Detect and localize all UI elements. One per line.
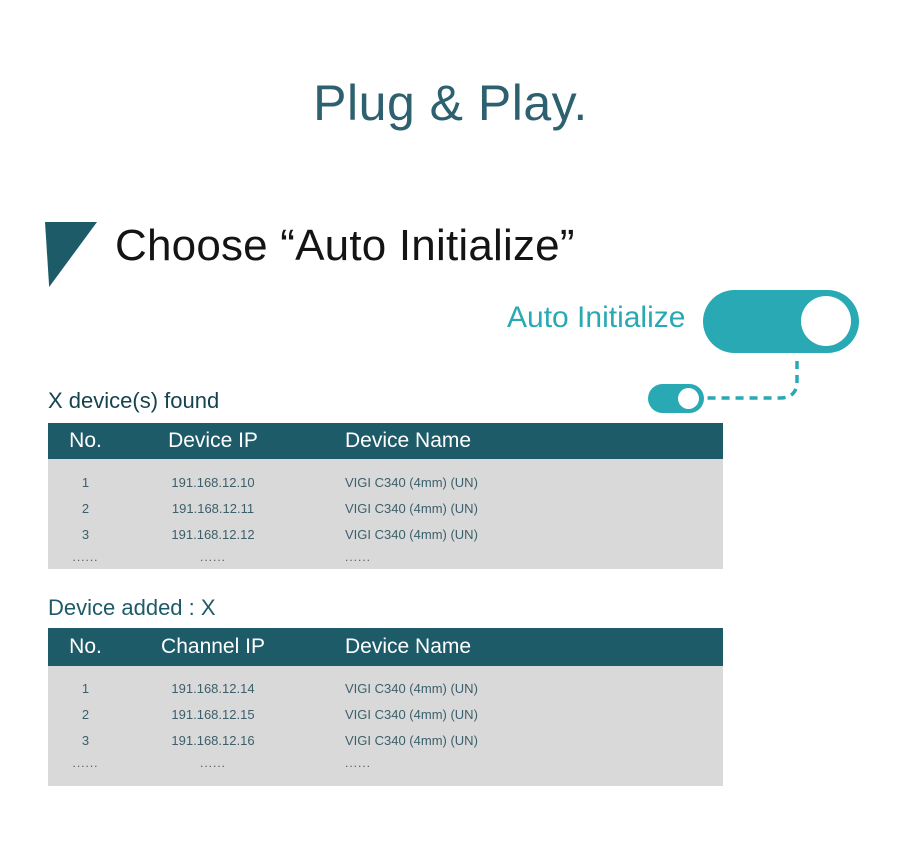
cell-no: ...... [72, 549, 99, 564]
cell-device-name: VIGI C340 (4mm) (UN) [345, 526, 478, 542]
cell-channel-ip: 191.168.12.16 [171, 732, 255, 748]
table-row [48, 469, 723, 495]
cell-device-name: VIGI C340 (4mm) (UN) [345, 732, 478, 748]
cell-device-name: VIGI C340 (4mm) (UN) [345, 706, 478, 722]
table-body [48, 459, 723, 569]
added-devices-label: Device added : X [48, 595, 216, 620]
cell-device-ip: 191.168.12.11 [171, 500, 255, 516]
cell-device-ip: ...... [199, 549, 226, 564]
column-header-device-name: Device Name [345, 635, 472, 658]
found-devices-label: X device(s) found [48, 388, 220, 413]
table-row [48, 701, 723, 727]
table-body [48, 666, 723, 786]
auto-initialize-toggle-small[interactable] [648, 384, 704, 413]
section-heading: Choose “Auto Initialize” [115, 221, 575, 270]
cell-channel-ip: ...... [199, 755, 226, 770]
section-marker-triangle-icon [45, 222, 97, 287]
cell-device-ip: 191.168.12.10 [171, 474, 255, 490]
cell-device-name: VIGI C340 (4mm) (UN) [345, 680, 478, 696]
cell-channel-ip: 191.168.12.14 [171, 680, 255, 696]
column-header-channel-ip: Channel IP [161, 635, 265, 658]
column-header-no: No. [69, 635, 102, 658]
table-row [48, 727, 723, 753]
table-row-ellipsis [48, 753, 723, 772]
cell-no: 2 [81, 706, 90, 722]
column-header-no: No. [69, 429, 102, 452]
toggle-knob [801, 296, 851, 346]
cell-no: 2 [81, 500, 90, 516]
table-row [48, 521, 723, 547]
cell-no: ...... [72, 755, 99, 770]
found-devices-table [48, 423, 723, 569]
cell-no: 1 [81, 474, 90, 490]
table-row [48, 495, 723, 521]
table-row-ellipsis [48, 547, 723, 566]
table-header-row [48, 423, 723, 459]
column-header-device-name: Device Name [345, 429, 472, 452]
table-header-row [48, 628, 723, 666]
page-title: Plug & Play. [313, 75, 588, 131]
cell-channel-ip: 191.168.12.15 [171, 706, 255, 722]
cell-device-name: VIGI C340 (4mm) (UN) [345, 500, 478, 516]
auto-initialize-label: Auto Initialize [507, 301, 686, 334]
toggle-knob-small [678, 388, 699, 409]
cell-no: 3 [81, 526, 90, 542]
cell-no: 3 [81, 732, 90, 748]
cell-device-ip: 191.168.12.12 [171, 526, 255, 542]
auto-initialize-toggle[interactable] [703, 290, 859, 353]
added-devices-table [48, 628, 723, 786]
column-header-device-ip: Device IP [168, 429, 258, 452]
cell-device-name: ...... [345, 549, 372, 564]
cell-device-name: VIGI C340 (4mm) (UN) [345, 474, 478, 490]
cell-device-name: ...... [345, 755, 372, 770]
cell-no: 1 [81, 680, 90, 696]
table-row [48, 675, 723, 701]
callout-connector-line [700, 355, 810, 405]
